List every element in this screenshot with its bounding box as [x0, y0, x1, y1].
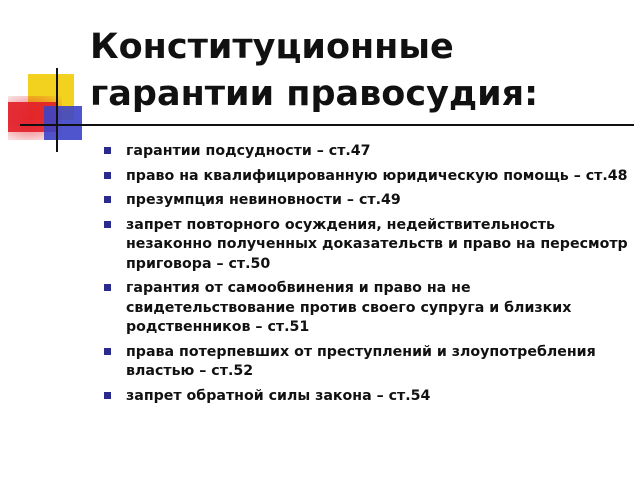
square-bullet-icon: [104, 196, 111, 203]
list-item: [104, 142, 632, 162]
list-item-text: запрет обратной силы закона – ст.54: [126, 387, 431, 404]
slide-title-line: Конституционные: [90, 27, 454, 67]
list-item-text: запрет повторного осуждения, недействительность незаконно полученных доказательств и право на пересмотр приговора – ст.50: [126, 216, 628, 272]
list-item-text: права потерпевших от преступлений и злоупотребления властью – ст.52: [126, 343, 596, 379]
guarantees-list: [104, 142, 632, 411]
square-bullet-icon: [104, 348, 111, 355]
list-item: [104, 167, 632, 187]
slide-title: [90, 24, 630, 118]
list-item: [104, 191, 632, 211]
slide-title-line: гарантии правосудия:: [90, 74, 539, 114]
square-bullet-icon: [104, 392, 111, 399]
square-bullet-icon: [104, 284, 111, 291]
square-bullet-icon: [104, 172, 111, 179]
square-bullet-icon: [104, 221, 111, 228]
list-item-text: гарантия от самообвинения и право на не свидетельствование против своего супруга и близких родственников – ст.51: [126, 280, 572, 335]
list-item-text: презумпция невиновности – ст.49: [126, 192, 401, 208]
square-bullet-icon: [104, 147, 111, 154]
list-item: [104, 387, 632, 407]
list-item-text: гарантии подсудности – ст.47: [126, 143, 371, 159]
title-divider-line: [20, 124, 634, 126]
list-item-text: право на квалифицированную юридическую помощь – ст.48: [126, 167, 628, 184]
list-item: [104, 216, 632, 275]
list-item: [104, 279, 632, 338]
decorative-blue-square: [44, 106, 82, 140]
decorative-vertical-line: [56, 68, 58, 152]
list-item: [104, 343, 632, 382]
